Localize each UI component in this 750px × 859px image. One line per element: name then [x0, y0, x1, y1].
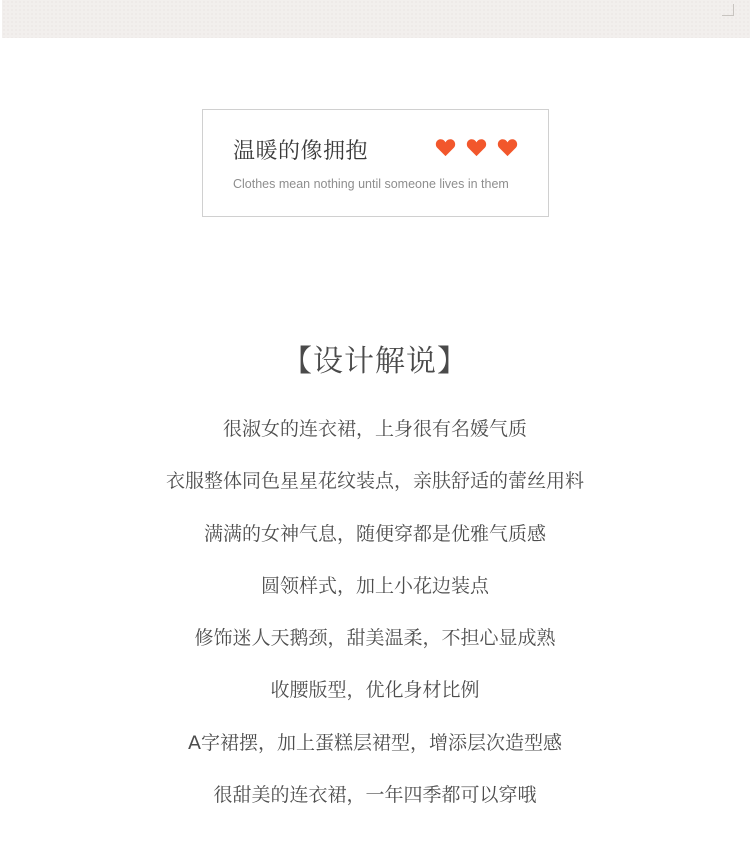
description-line: 很淑女的连衣裙，上身很有名媛气质	[222, 418, 527, 440]
heart-icon	[435, 138, 456, 157]
corner-crop-icon	[722, 4, 734, 16]
top-banner-strip	[2, 0, 750, 38]
hearts-row	[435, 138, 518, 157]
description-line: A字裙摆，加上蛋糕层裙型，增添层次造型感	[188, 731, 562, 754]
heart-icon	[466, 138, 487, 157]
title-card	[202, 109, 549, 217]
heart-icon	[497, 138, 518, 157]
description-line: 圆领样式，加上小花边装点	[260, 574, 489, 597]
description-line: 衣服整体同色星星花纹装点，亲肤舒适的蕾丝用料	[165, 470, 584, 493]
description-line: 修饰迷人天鹅颈，甜美温柔，不担心显成熟	[194, 627, 556, 650]
description-line: 收腰版型，优化身材比例	[270, 679, 480, 702]
card-subtitle: Clothes mean nothing until someone lives in them	[233, 177, 509, 191]
description-line: 很甜美的连衣裙，一年四季都可以穿哦	[213, 784, 537, 807]
description-list	[0, 412, 750, 830]
section-heading: 【设计解说】	[282, 344, 468, 379]
description-line: 满满的女神气息，随便穿都是优雅气质感	[203, 522, 546, 545]
card-title: 温暖的像拥抱	[233, 139, 369, 164]
